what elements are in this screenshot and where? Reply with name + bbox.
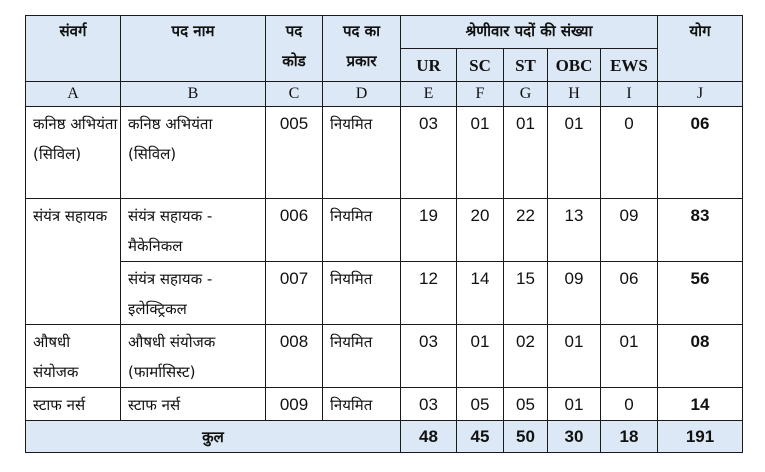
cell-type: नियमित xyxy=(323,199,401,262)
cell-cadre: संयंत्र सहायक xyxy=(26,199,121,325)
column-letter: I xyxy=(601,82,658,107)
header-post-code xyxy=(266,16,323,82)
cell-sc: 01 xyxy=(457,325,504,388)
cell-cadre: स्टाफ नर्स xyxy=(26,388,121,421)
header-post-type-line2: प्रकार xyxy=(346,52,377,70)
cell-ur: 03 xyxy=(401,388,457,421)
cell-post-name: कनिष्ठ अभियंता (सिविल) xyxy=(121,107,266,199)
table-row xyxy=(26,262,743,325)
cell-obc: 01 xyxy=(548,107,601,199)
header-cadre: संवर्ग xyxy=(26,16,121,82)
cell-code: 005 xyxy=(266,107,323,199)
column-letter: E xyxy=(401,82,457,107)
column-letter: J xyxy=(658,82,743,107)
cell-ur: 12 xyxy=(401,262,457,325)
total-ews: 18 xyxy=(601,421,658,453)
grand-total: 191 xyxy=(658,421,743,453)
cell-st: 05 xyxy=(504,388,548,421)
table-row xyxy=(26,388,743,421)
cell-cadre: कनिष्ठ अभियंता (सिविल) xyxy=(26,107,121,199)
cell-post-name: औषधी संयोजक (फार्मासिस्ट) xyxy=(121,325,266,388)
cell-post-name: संयंत्र सहायक - मैकेनिकल xyxy=(121,199,266,262)
cell-st: 02 xyxy=(504,325,548,388)
cell-sc: 01 xyxy=(457,107,504,199)
totals-label: कुल xyxy=(26,421,401,453)
table-row xyxy=(26,107,743,199)
total-sc: 45 xyxy=(457,421,504,453)
cell-ews: 06 xyxy=(601,262,658,325)
cell-total: 06 xyxy=(658,107,743,199)
column-letter: D xyxy=(323,82,401,107)
cell-code: 007 xyxy=(266,262,323,325)
cell-sc: 20 xyxy=(457,199,504,262)
cell-ews: 01 xyxy=(601,325,658,388)
cell-code: 006 xyxy=(266,199,323,262)
cell-type: नियमित xyxy=(323,107,401,199)
cell-ur: 03 xyxy=(401,325,457,388)
cell-obc: 01 xyxy=(548,388,601,421)
header-post-code-line1: पद xyxy=(285,22,303,40)
cell-total: 08 xyxy=(658,325,743,388)
cell-cadre: औषधी संयोजक xyxy=(26,325,121,388)
posts-table xyxy=(25,15,743,453)
header-st: ST xyxy=(504,49,548,82)
column-letter: A xyxy=(26,82,121,107)
cell-st: 01 xyxy=(504,107,548,199)
cell-post-name: संयंत्र सहायक - इलेक्ट्रिकल xyxy=(121,262,266,325)
cell-sc: 14 xyxy=(457,262,504,325)
cell-sc: 05 xyxy=(457,388,504,421)
total-st: 50 xyxy=(504,421,548,453)
cell-obc: 13 xyxy=(548,199,601,262)
cell-type: नियमित xyxy=(323,325,401,388)
cell-obc: 09 xyxy=(548,262,601,325)
cell-total: 83 xyxy=(658,199,743,262)
cell-total: 14 xyxy=(658,388,743,421)
column-letter: B xyxy=(121,82,266,107)
column-letters-row xyxy=(26,82,743,107)
header-post-code-line2: कोड xyxy=(282,52,306,70)
total-obc: 30 xyxy=(548,421,601,453)
cell-total: 56 xyxy=(658,262,743,325)
column-letter: F xyxy=(457,82,504,107)
column-letter: G xyxy=(504,82,548,107)
cell-ews: 0 xyxy=(601,388,658,421)
cell-st: 22 xyxy=(504,199,548,262)
cell-ews: 0 xyxy=(601,107,658,199)
table-row xyxy=(26,325,743,388)
cell-ur: 03 xyxy=(401,107,457,199)
cell-ur: 19 xyxy=(401,199,457,262)
header-post-name: पद नाम xyxy=(121,16,266,82)
table-row xyxy=(26,199,743,262)
header-total: योग xyxy=(658,16,743,82)
header-post-type-line1: पद का xyxy=(342,22,381,40)
total-ur: 48 xyxy=(401,421,457,453)
header-obc: OBC xyxy=(548,49,601,82)
cell-obc: 01 xyxy=(548,325,601,388)
header-post-type xyxy=(323,16,401,82)
header-ews: EWS xyxy=(601,49,658,82)
cell-code: 008 xyxy=(266,325,323,388)
cell-ews: 09 xyxy=(601,199,658,262)
cell-code: 009 xyxy=(266,388,323,421)
cell-type: नियमित xyxy=(323,388,401,421)
column-letter: H xyxy=(548,82,601,107)
cell-post-name: स्टाफ नर्स xyxy=(121,388,266,421)
header-category-group: श्रेणीवार पदों की संख्या xyxy=(401,16,658,49)
header-sc: SC xyxy=(457,49,504,82)
cell-type: नियमित xyxy=(323,262,401,325)
header-ur: UR xyxy=(401,49,457,82)
cell-st: 15 xyxy=(504,262,548,325)
column-letter: C xyxy=(266,82,323,107)
totals-row xyxy=(26,421,743,453)
